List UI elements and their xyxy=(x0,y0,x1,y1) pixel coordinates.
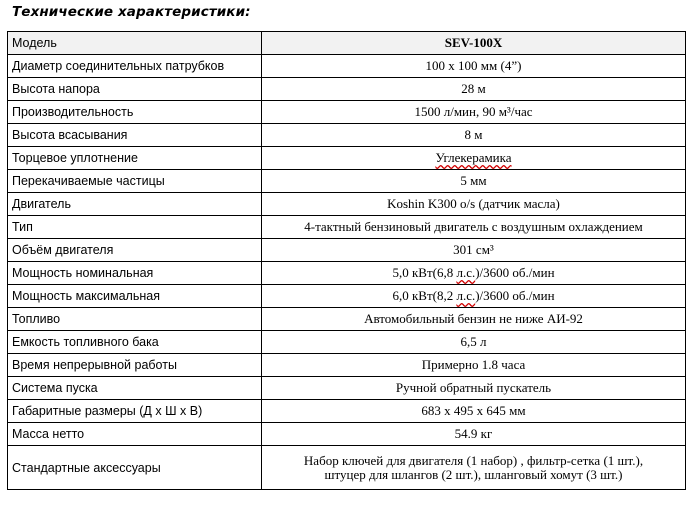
spec-value: Примерно 1.8 часа xyxy=(262,354,686,377)
spec-label: Масса нетто xyxy=(8,423,262,446)
spec-label: Тип xyxy=(8,216,262,239)
spec-row-accessories xyxy=(8,446,686,490)
spec-label: Время непрерывной работы xyxy=(8,354,262,377)
spec-label: Стандартные аксессуары xyxy=(8,446,262,490)
spec-label: Модель xyxy=(8,32,262,55)
value-line: штуцер для шлангов (2 шт.), шланговый хомут (3 шт.) xyxy=(324,466,623,482)
spec-value: 6,5 л xyxy=(262,331,686,354)
spec-row-fuel xyxy=(8,308,686,331)
spec-value xyxy=(262,147,686,170)
spec-label: Мощность максимальная xyxy=(8,285,262,308)
spec-row-displacement xyxy=(8,239,686,262)
spec-label: Система пуска xyxy=(8,377,262,400)
spec-label: Топливо xyxy=(8,308,262,331)
spec-value: 54.9 кг xyxy=(262,423,686,446)
spec-label: Двигатель xyxy=(8,193,262,216)
spec-value: 5 мм xyxy=(262,170,686,193)
specs-table xyxy=(7,31,686,490)
spec-row-capacity xyxy=(8,101,686,124)
value-part: )/3600 об./мин xyxy=(475,265,555,280)
spec-label: Высота всасывания xyxy=(8,124,262,147)
spec-value: Ручной обратный пускатель xyxy=(262,377,686,400)
spec-row-suction-height xyxy=(8,124,686,147)
spec-label: Перекачиваемые частицы xyxy=(8,170,262,193)
spec-label: Диаметр соединительных патрубков xyxy=(8,55,262,78)
spec-value: 301 см³ xyxy=(262,239,686,262)
spec-value xyxy=(262,262,686,285)
spec-row-connection-diameter xyxy=(8,55,686,78)
value-part: )/3600 об./мин xyxy=(475,288,555,303)
spec-value: 8 м xyxy=(262,124,686,147)
spec-row-type xyxy=(8,216,686,239)
spec-label: Торцевое уплотнение xyxy=(8,147,262,170)
spec-value: 100 х 100 мм (4”) xyxy=(262,55,686,78)
spec-value xyxy=(262,446,686,490)
section-heading: Технические характеристики: xyxy=(12,4,251,20)
spec-row-head xyxy=(8,78,686,101)
spec-row-start-system xyxy=(8,377,686,400)
spec-value: 28 м xyxy=(262,78,686,101)
spellcheck-underlined-text: л.с. xyxy=(456,288,476,303)
spec-row-tank-capacity xyxy=(8,331,686,354)
spec-label: Высота напора xyxy=(8,78,262,101)
spec-row-rated-power xyxy=(8,262,686,285)
spec-row-net-weight xyxy=(8,423,686,446)
spec-row-dimensions xyxy=(8,400,686,423)
spec-label: Объём двигателя xyxy=(8,239,262,262)
value-part: 6,0 кВт(8,2 xyxy=(392,288,457,303)
spec-row-particles xyxy=(8,170,686,193)
spec-value: Koshin K300 o/s (датчик масла) xyxy=(262,193,686,216)
spec-row-runtime xyxy=(8,354,686,377)
spec-value: 683 х 495 х 645 мм xyxy=(262,400,686,423)
spec-label: Емкость топливного бака xyxy=(8,331,262,354)
spec-label: Производительность xyxy=(8,101,262,124)
spec-value xyxy=(262,285,686,308)
spec-row-mechanical-seal xyxy=(8,147,686,170)
value-part: 5,0 кВт(6,8 xyxy=(392,265,457,280)
spellcheck-underlined-text: л.с. xyxy=(456,265,476,280)
spec-value: 1500 л/мин, 90 м³/час xyxy=(262,101,686,124)
spec-value: 4-тактный бензиновый двигатель с воздушным охлаждением xyxy=(262,216,686,239)
spec-value: Автомобильный бензин не ниже АИ-92 xyxy=(262,308,686,331)
spec-label: Мощность номинальная xyxy=(8,262,262,285)
spec-row-engine xyxy=(8,193,686,216)
spec-row-model xyxy=(8,32,686,55)
spec-row-max-power xyxy=(8,285,686,308)
spellcheck-underlined-text: Углекерамика xyxy=(435,150,512,165)
spec-value: SEV-100X xyxy=(262,32,686,55)
value-line: Набор ключей для двигателя (1 набор) , фильтр-сетка (1 шт.), xyxy=(303,452,644,468)
spec-label: Габаритные размеры (Д х Ш х В) xyxy=(8,400,262,423)
